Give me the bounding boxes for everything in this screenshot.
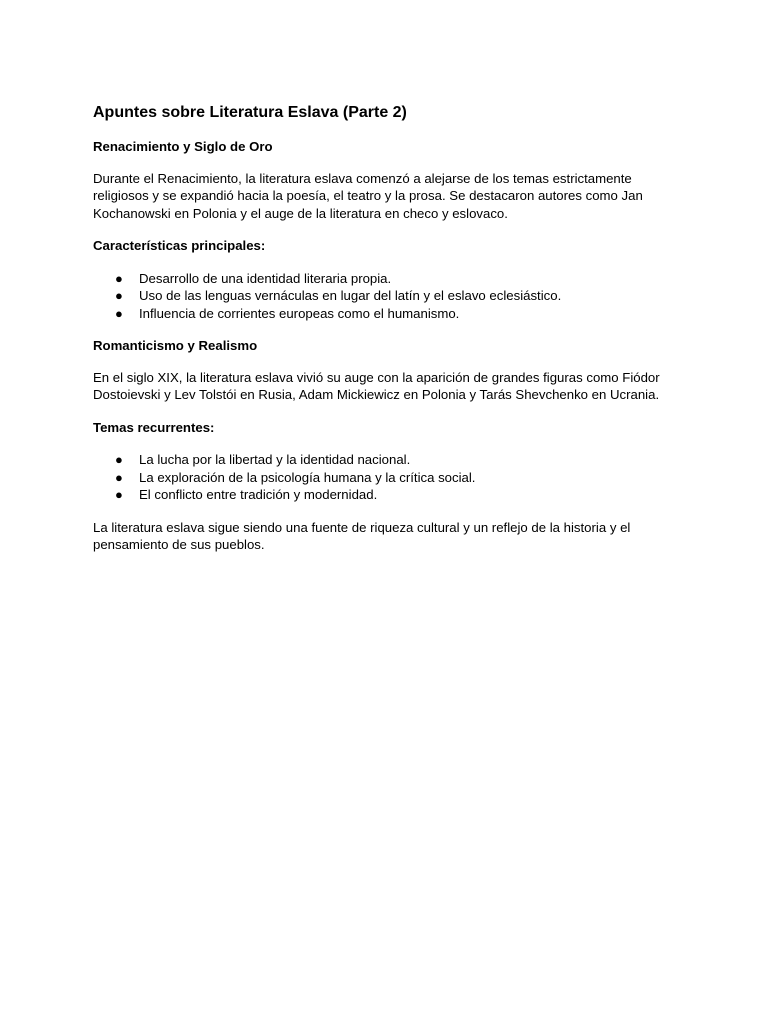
bullet-icon: ●	[115, 305, 123, 321]
list-item-text: El conflicto entre tradición y modernidad.	[139, 487, 378, 502]
conclusion-paragraph: La literatura eslava sigue siendo una fuente de riqueza cultural y un reflejo de la historia y el pensamiento de sus pueblos.	[93, 519, 631, 552]
paragraph-renacimiento: Durante el Renacimiento, la literatura eslava comenzó a alejarse de los temas estrictamente religiosos y se expandió hacia la poesía, el teatro y la prosa. Se destacaron autores como Jan Kochanowski en Polonia y el auge de la literatura en checo y eslovaco.	[93, 170, 643, 221]
list-item-text: Desarrollo de una identidad literaria propia.	[139, 270, 392, 286]
list-item	[93, 451, 675, 469]
bullet-icon: ●	[115, 270, 123, 286]
bullet-icon: ●	[115, 469, 123, 485]
list-item	[93, 270, 675, 288]
list-item-text: Influencia de corrientes europeas como el humanismo.	[139, 305, 460, 321]
list-item-text: La lucha por la libertad y la identidad nacional.	[139, 452, 411, 467]
list-item	[93, 287, 675, 305]
list-item-text: La exploración de la psicología humana y la crítica social.	[139, 469, 476, 485]
document-title: Apuntes sobre Literatura Eslava (Parte 2)	[93, 104, 407, 121]
paragraph-romanticismo: En el siglo XIX, la literatura eslava vivió su auge con la aparición de grandes figuras como Fiódor Dostoievski y Lev Tolstói en Rusia, Adam Mickiewicz en Polonia y Tarás Shevchenko en Ucrania.	[93, 369, 660, 402]
bullet-icon: ●	[115, 452, 123, 467]
list-item-text: Uso de las lenguas vernáculas en lugar del latín y el eslavo eclesiástico.	[139, 288, 562, 303]
bullet-icon: ●	[115, 288, 123, 303]
list-item	[93, 469, 675, 487]
list-item	[93, 486, 675, 504]
section-heading-romanticismo: Romanticismo y Realismo	[93, 338, 258, 353]
bullet-list-temas	[93, 451, 675, 504]
section-heading-renacimiento: Renacimiento y Siglo de Oro	[93, 139, 273, 154]
list-heading-temas: Temas recurrentes:	[93, 419, 215, 435]
bullet-list-caracteristicas	[93, 270, 675, 323]
bullet-icon: ●	[115, 487, 123, 502]
list-item	[93, 305, 675, 323]
list-heading-caracteristicas: Características principales:	[93, 238, 266, 253]
